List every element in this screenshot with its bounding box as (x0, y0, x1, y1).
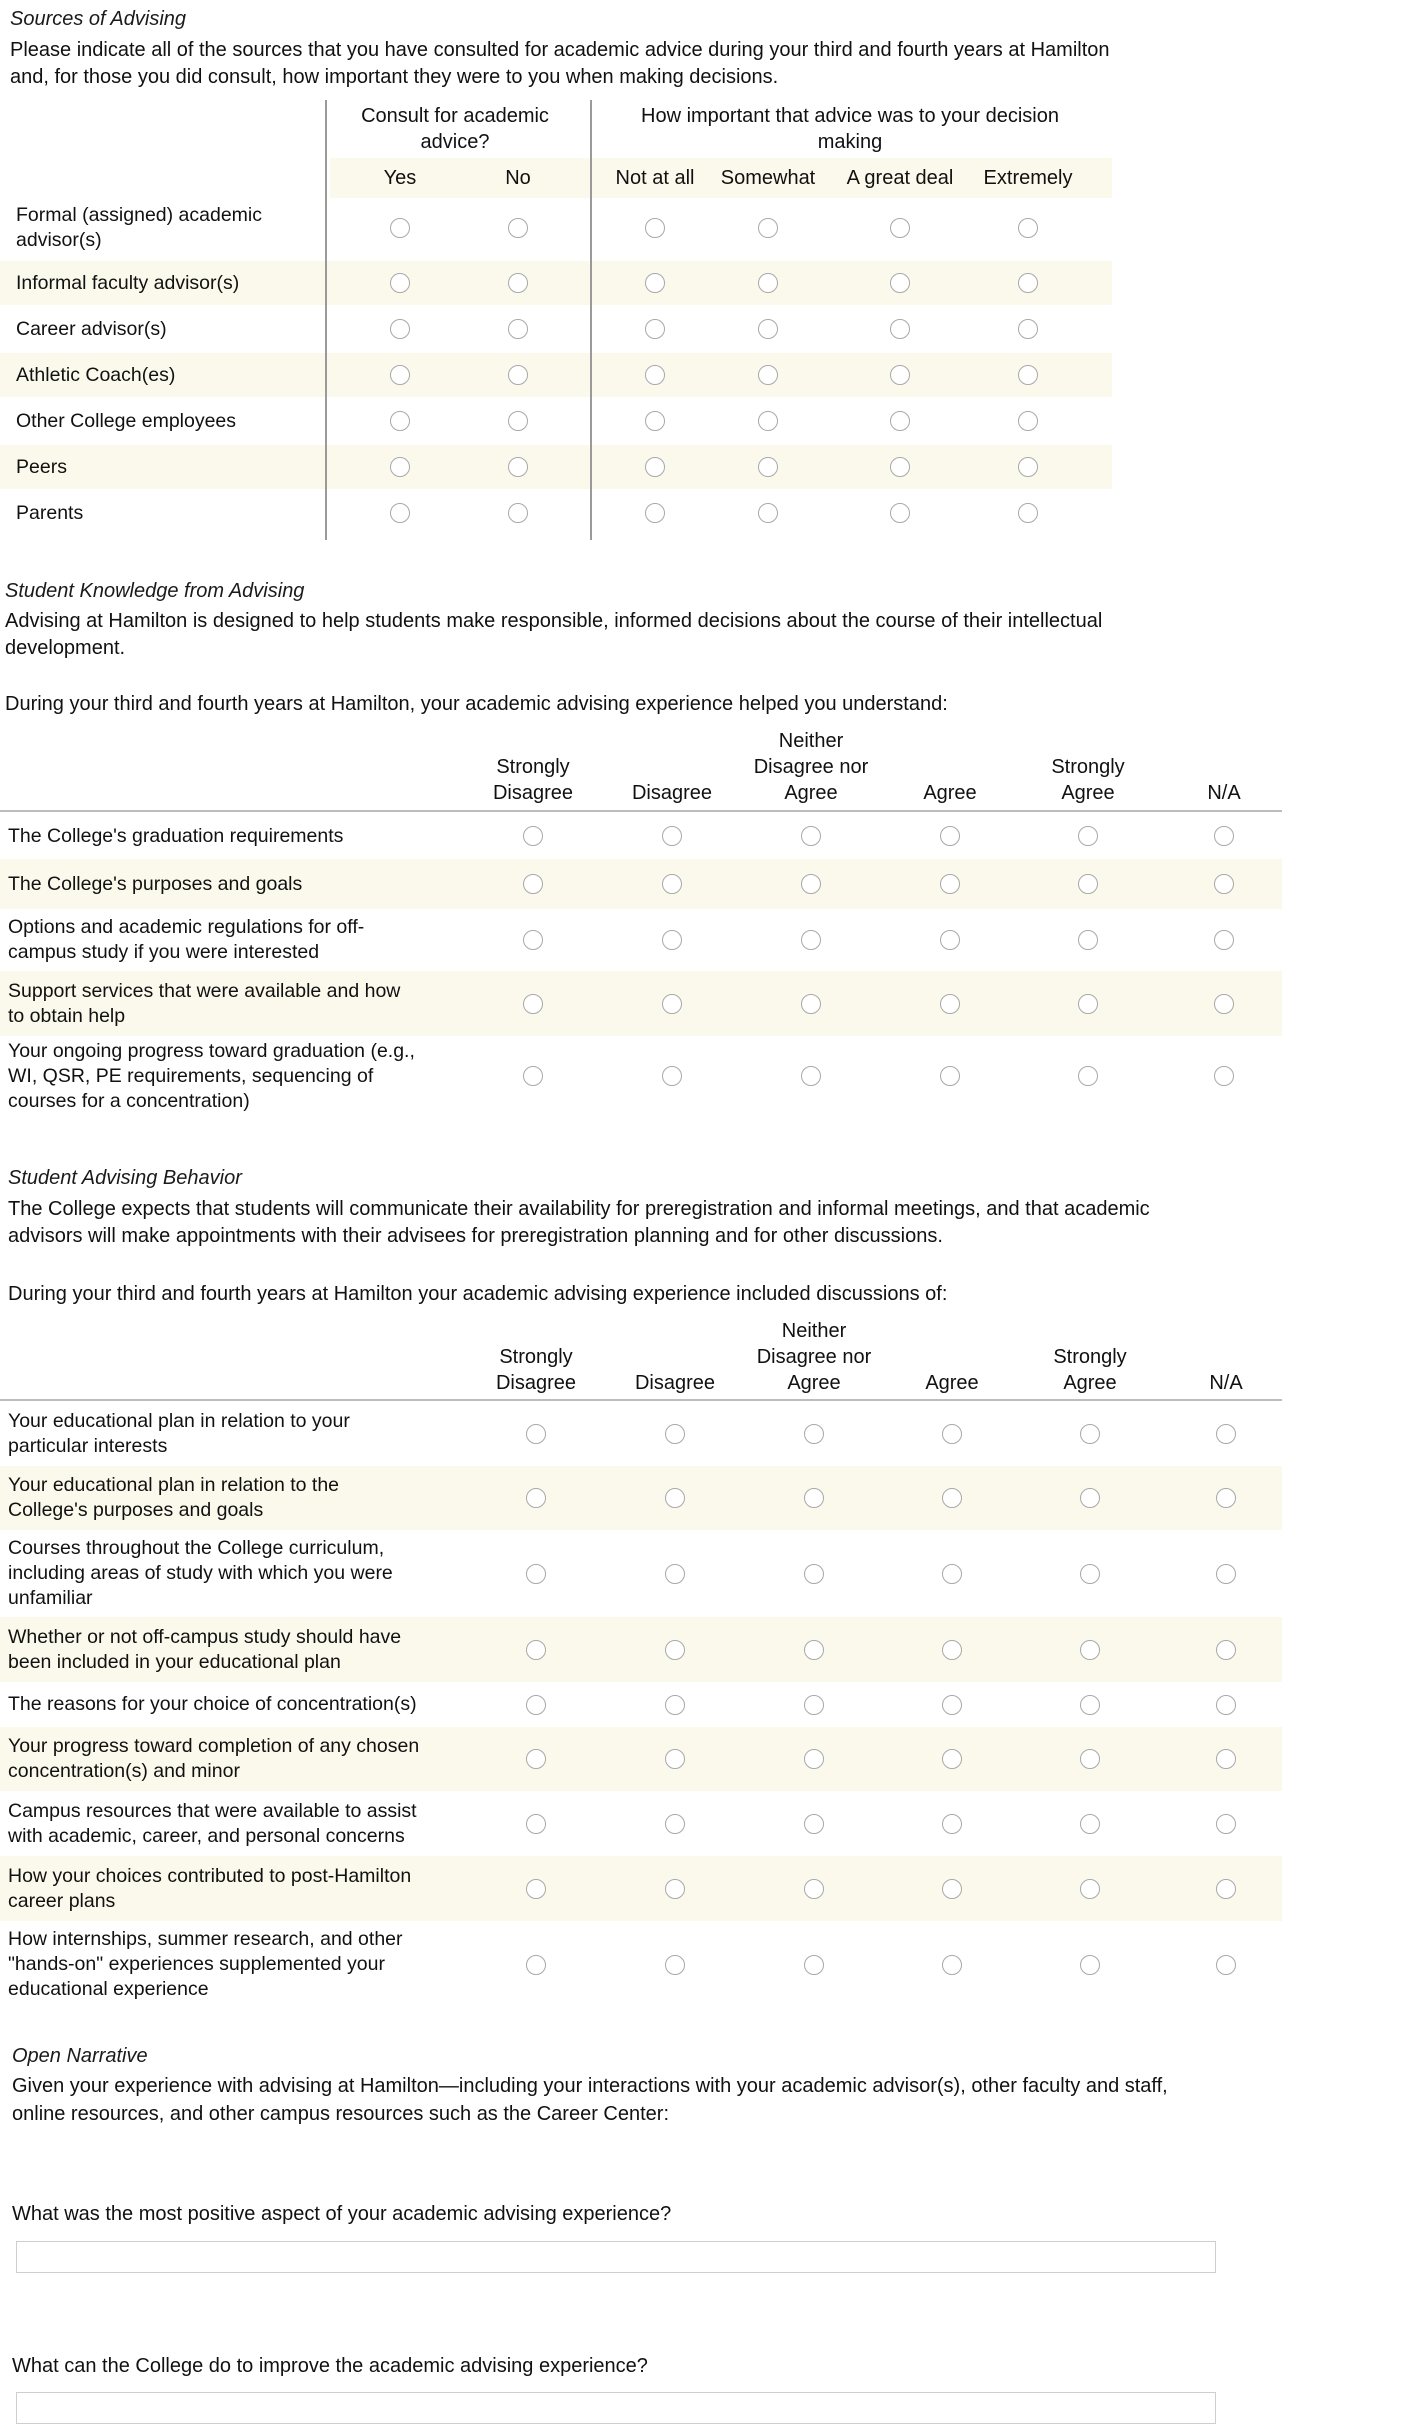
row-label: Peers (16, 456, 67, 478)
divider-consult-importance (590, 100, 592, 540)
row-label: How internships, summer research, and other "hands-on" experiences supplemented your educational experience (8, 1928, 403, 2000)
radio-button[interactable] (942, 1955, 962, 1975)
radio-button[interactable] (942, 1424, 962, 1444)
radio-button[interactable] (1018, 457, 1038, 477)
radio-button[interactable] (942, 1640, 962, 1660)
improvement-input[interactable] (16, 2392, 1216, 2424)
table-header-divider (0, 1399, 1282, 1401)
column-header: Strongly Agree (1051, 756, 1125, 804)
section-description-line1: Advising at Hamilton is designed to help students make responsible, informed decisions about the course of their intellectual (5, 610, 1103, 632)
radio-button[interactable] (1080, 1424, 1100, 1444)
radio-button[interactable] (526, 1879, 546, 1899)
radio-button[interactable] (508, 457, 528, 477)
radio-button[interactable] (645, 365, 665, 385)
column-header: N/A (1209, 1372, 1243, 1394)
radio-button[interactable] (1080, 1955, 1100, 1975)
radio-button[interactable] (665, 1955, 685, 1975)
radio-button[interactable] (942, 1814, 962, 1834)
radio-button[interactable] (390, 273, 410, 293)
radio-button[interactable] (942, 1564, 962, 1584)
radio-button[interactable] (804, 1695, 824, 1715)
row-label: Campus resources that were available to assist with academic, career, and personal concerns (8, 1800, 417, 1847)
row-label: Other College employees (16, 410, 237, 432)
radio-button[interactable] (665, 1814, 685, 1834)
radio-button[interactable] (801, 930, 821, 950)
radio-button[interactable] (1080, 1695, 1100, 1715)
radio-button[interactable] (645, 218, 665, 238)
radio-button[interactable] (758, 503, 778, 523)
radio-button[interactable] (942, 1488, 962, 1508)
radio-button[interactable] (523, 826, 543, 846)
radio-button[interactable] (508, 503, 528, 523)
radio-button[interactable] (665, 1879, 685, 1899)
radio-button[interactable] (390, 218, 410, 238)
radio-button[interactable] (1214, 994, 1234, 1014)
radio-button[interactable] (1216, 1564, 1236, 1584)
radio-button[interactable] (390, 503, 410, 523)
row-label: Your ongoing progress toward graduation (e.g., WI, QSR, PE requirements, sequencing of courses for a concentration) (8, 1040, 415, 1112)
section-description-line2: online resources, and other campus resources such as the Career Center: (12, 2103, 670, 2125)
radio-button[interactable] (645, 319, 665, 339)
radio-button[interactable] (1080, 1488, 1100, 1508)
row-label: Career advisor(s) (16, 318, 167, 340)
radio-button[interactable] (890, 319, 910, 339)
radio-button[interactable] (508, 319, 528, 339)
column-header: Extremely (983, 167, 1073, 189)
row-label: The College's purposes and goals (8, 873, 303, 895)
row-label: Athletic Coach(es) (16, 364, 176, 386)
radio-button[interactable] (758, 365, 778, 385)
radio-button[interactable] (804, 1640, 824, 1660)
radio-button[interactable] (1018, 411, 1038, 431)
column-header: Yes (383, 167, 417, 189)
section-title-behavior: Student Advising Behavior (8, 1167, 242, 1189)
radio-button[interactable] (390, 365, 410, 385)
column-header: Disagree (634, 1372, 716, 1394)
column-header: Disagree (631, 782, 713, 804)
row-label: How your choices contributed to post-Hamilton career plans (8, 1865, 412, 1912)
radio-button[interactable] (804, 1814, 824, 1834)
radio-button[interactable] (942, 1749, 962, 1769)
radio-button[interactable] (665, 1640, 685, 1660)
radio-button[interactable] (801, 826, 821, 846)
radio-button[interactable] (662, 994, 682, 1014)
radio-button[interactable] (526, 1695, 546, 1715)
radio-button[interactable] (390, 457, 410, 477)
radio-button[interactable] (508, 411, 528, 431)
radio-button[interactable] (804, 1424, 824, 1444)
radio-button[interactable] (1216, 1488, 1236, 1508)
radio-button[interactable] (645, 273, 665, 293)
row-label: Informal faculty advisor(s) (16, 272, 240, 294)
radio-button[interactable] (890, 411, 910, 431)
radio-button[interactable] (508, 273, 528, 293)
radio-button[interactable] (665, 1564, 685, 1584)
question-positive-aspect: What was the most positive aspect of your academic advising experience? (12, 2203, 672, 2225)
column-header: Neither Disagree nor Agree (756, 1320, 872, 1394)
radio-button[interactable] (526, 1955, 546, 1975)
column-header: Strongly Agree (1053, 1346, 1127, 1394)
radio-button[interactable] (662, 930, 682, 950)
section-description-line1: Given your experience with advising at Hamilton—including your interactions with your academic advisor(s), other faculty and staff, (12, 2075, 1168, 2097)
radio-button[interactable] (1080, 1879, 1100, 1899)
radio-button[interactable] (662, 826, 682, 846)
section-description-line2: development. (5, 637, 126, 659)
radio-button[interactable] (890, 273, 910, 293)
column-header: Strongly Disagree (492, 756, 574, 804)
radio-button[interactable] (1216, 1424, 1236, 1444)
radio-button[interactable] (1080, 1564, 1100, 1584)
radio-button[interactable] (758, 319, 778, 339)
positive-aspect-input[interactable] (16, 2241, 1216, 2273)
radio-button[interactable] (804, 1879, 824, 1899)
radio-button[interactable] (1018, 273, 1038, 293)
radio-button[interactable] (758, 273, 778, 293)
radio-button[interactable] (662, 874, 682, 894)
radio-button[interactable] (1216, 1955, 1236, 1975)
radio-button[interactable] (1214, 826, 1234, 846)
radio-button[interactable] (1214, 1066, 1234, 1086)
radio-button[interactable] (942, 1879, 962, 1899)
radio-button[interactable] (1018, 365, 1038, 385)
row-label: Formal (assigned) academic advisor(s) (16, 204, 263, 251)
radio-button[interactable] (526, 1640, 546, 1660)
radio-button[interactable] (1078, 1066, 1098, 1086)
row-label: Courses throughout the College curriculum, including areas of study with which you were unfamiliar (8, 1537, 393, 1609)
row-label: Your educational plan in relation to your particular interests (8, 1410, 350, 1457)
divider-label-column (325, 100, 327, 540)
radio-button[interactable] (665, 1488, 685, 1508)
row-label: Support services that were available and how to obtain help (8, 980, 401, 1027)
radio-button[interactable] (526, 1564, 546, 1584)
section-description-line2: and, for those you did consult, how important they were to you when making decisions. (10, 66, 779, 88)
radio-button[interactable] (890, 218, 910, 238)
section-description-line1: The College expects that students will communicate their availability for preregistration and informal meetings, and that academic (8, 1198, 1150, 1220)
section-title-knowledge: Student Knowledge from Advising (5, 580, 305, 602)
radio-button[interactable] (940, 874, 960, 894)
radio-button[interactable] (526, 1488, 546, 1508)
section-title-sources: Sources of Advising (10, 8, 187, 30)
radio-button[interactable] (804, 1488, 824, 1508)
question-prompt: During your third and fourth years at Hamilton your academic advising experience included discussions of: (8, 1283, 948, 1305)
radio-button[interactable] (804, 1749, 824, 1769)
radio-button[interactable] (1080, 1749, 1100, 1769)
radio-button[interactable] (801, 874, 821, 894)
radio-button[interactable] (1078, 874, 1098, 894)
radio-button[interactable] (1080, 1814, 1100, 1834)
radio-button[interactable] (940, 826, 960, 846)
radio-button[interactable] (758, 457, 778, 477)
column-group-importance: How important that advice was to your decision making (641, 105, 1059, 153)
question-prompt: During your third and fourth years at Hamilton, your academic advising experience helped you understand: (5, 693, 948, 715)
radio-button[interactable] (1216, 1814, 1236, 1834)
radio-button[interactable] (508, 218, 528, 238)
radio-button[interactable] (508, 365, 528, 385)
radio-button[interactable] (645, 503, 665, 523)
column-group-consult: Consult for academic advice? (361, 105, 549, 153)
radio-button[interactable] (1216, 1879, 1236, 1899)
radio-button[interactable] (1216, 1749, 1236, 1769)
row-label: Whether or not off-campus study should have been included in your educational plan (8, 1626, 402, 1673)
row-label: Options and academic regulations for off- campus study if you were interested (8, 916, 365, 963)
radio-button[interactable] (526, 1749, 546, 1769)
radio-button[interactable] (523, 930, 543, 950)
radio-button[interactable] (523, 874, 543, 894)
radio-button[interactable] (890, 365, 910, 385)
column-header: A great deal (846, 167, 954, 189)
column-header: No (505, 167, 531, 189)
radio-button[interactable] (645, 457, 665, 477)
radio-button[interactable] (801, 994, 821, 1014)
row-label: Your educational plan in relation to the College's purposes and goals (8, 1474, 340, 1521)
radio-button[interactable] (665, 1424, 685, 1444)
column-header: Strongly Disagree (495, 1346, 577, 1394)
radio-button[interactable] (526, 1814, 546, 1834)
radio-button[interactable] (662, 1066, 682, 1086)
radio-button[interactable] (940, 994, 960, 1014)
radio-button[interactable] (1078, 826, 1098, 846)
column-header: N/A (1207, 782, 1241, 804)
radio-button[interactable] (523, 1066, 543, 1086)
radio-button[interactable] (804, 1955, 824, 1975)
radio-button[interactable] (523, 994, 543, 1014)
radio-button[interactable] (1080, 1640, 1100, 1660)
radio-button[interactable] (1018, 218, 1038, 238)
radio-button[interactable] (390, 411, 410, 431)
column-header: Somewhat (720, 167, 816, 189)
radio-button[interactable] (940, 930, 960, 950)
radio-button[interactable] (1214, 930, 1234, 950)
section-description-line1: Please indicate all of the sources that you have consulted for academic advice during your third and fourth years at Hamilton (10, 39, 1110, 61)
column-header: Agree (925, 1372, 979, 1394)
radio-button[interactable] (1018, 503, 1038, 523)
column-header: Agree (923, 782, 977, 804)
radio-button[interactable] (526, 1424, 546, 1444)
radio-button[interactable] (942, 1695, 962, 1715)
radio-button[interactable] (890, 503, 910, 523)
row-label: The College's graduation requirements (8, 825, 344, 847)
section-title-narrative: Open Narrative (12, 2045, 148, 2067)
section-description-line2: advisors will make appointments with their advisees for preregistration planning and for other discussions. (8, 1225, 943, 1247)
question-improvement: What can the College do to improve the academic advising experience? (12, 2355, 648, 2377)
row-label: Your progress toward completion of any chosen concentration(s) and minor (8, 1735, 420, 1782)
radio-button[interactable] (390, 319, 410, 339)
row-label: Parents (16, 502, 84, 524)
row-label: The reasons for your choice of concentration(s) (8, 1693, 417, 1715)
column-header: Not at all (615, 167, 695, 189)
radio-button[interactable] (801, 1066, 821, 1086)
radio-button[interactable] (1018, 319, 1038, 339)
radio-button[interactable] (645, 411, 665, 431)
radio-button[interactable] (665, 1695, 685, 1715)
radio-button[interactable] (890, 457, 910, 477)
radio-button[interactable] (1078, 930, 1098, 950)
radio-button[interactable] (1216, 1640, 1236, 1660)
radio-button[interactable] (665, 1749, 685, 1769)
column-header: Neither Disagree nor Agree (753, 730, 869, 804)
radio-button[interactable] (758, 218, 778, 238)
radio-button[interactable] (940, 1066, 960, 1086)
table-header-divider (0, 810, 1282, 812)
radio-button[interactable] (758, 411, 778, 431)
radio-button[interactable] (1214, 874, 1234, 894)
radio-button[interactable] (1078, 994, 1098, 1014)
radio-button[interactable] (804, 1564, 824, 1584)
radio-button[interactable] (1216, 1695, 1236, 1715)
